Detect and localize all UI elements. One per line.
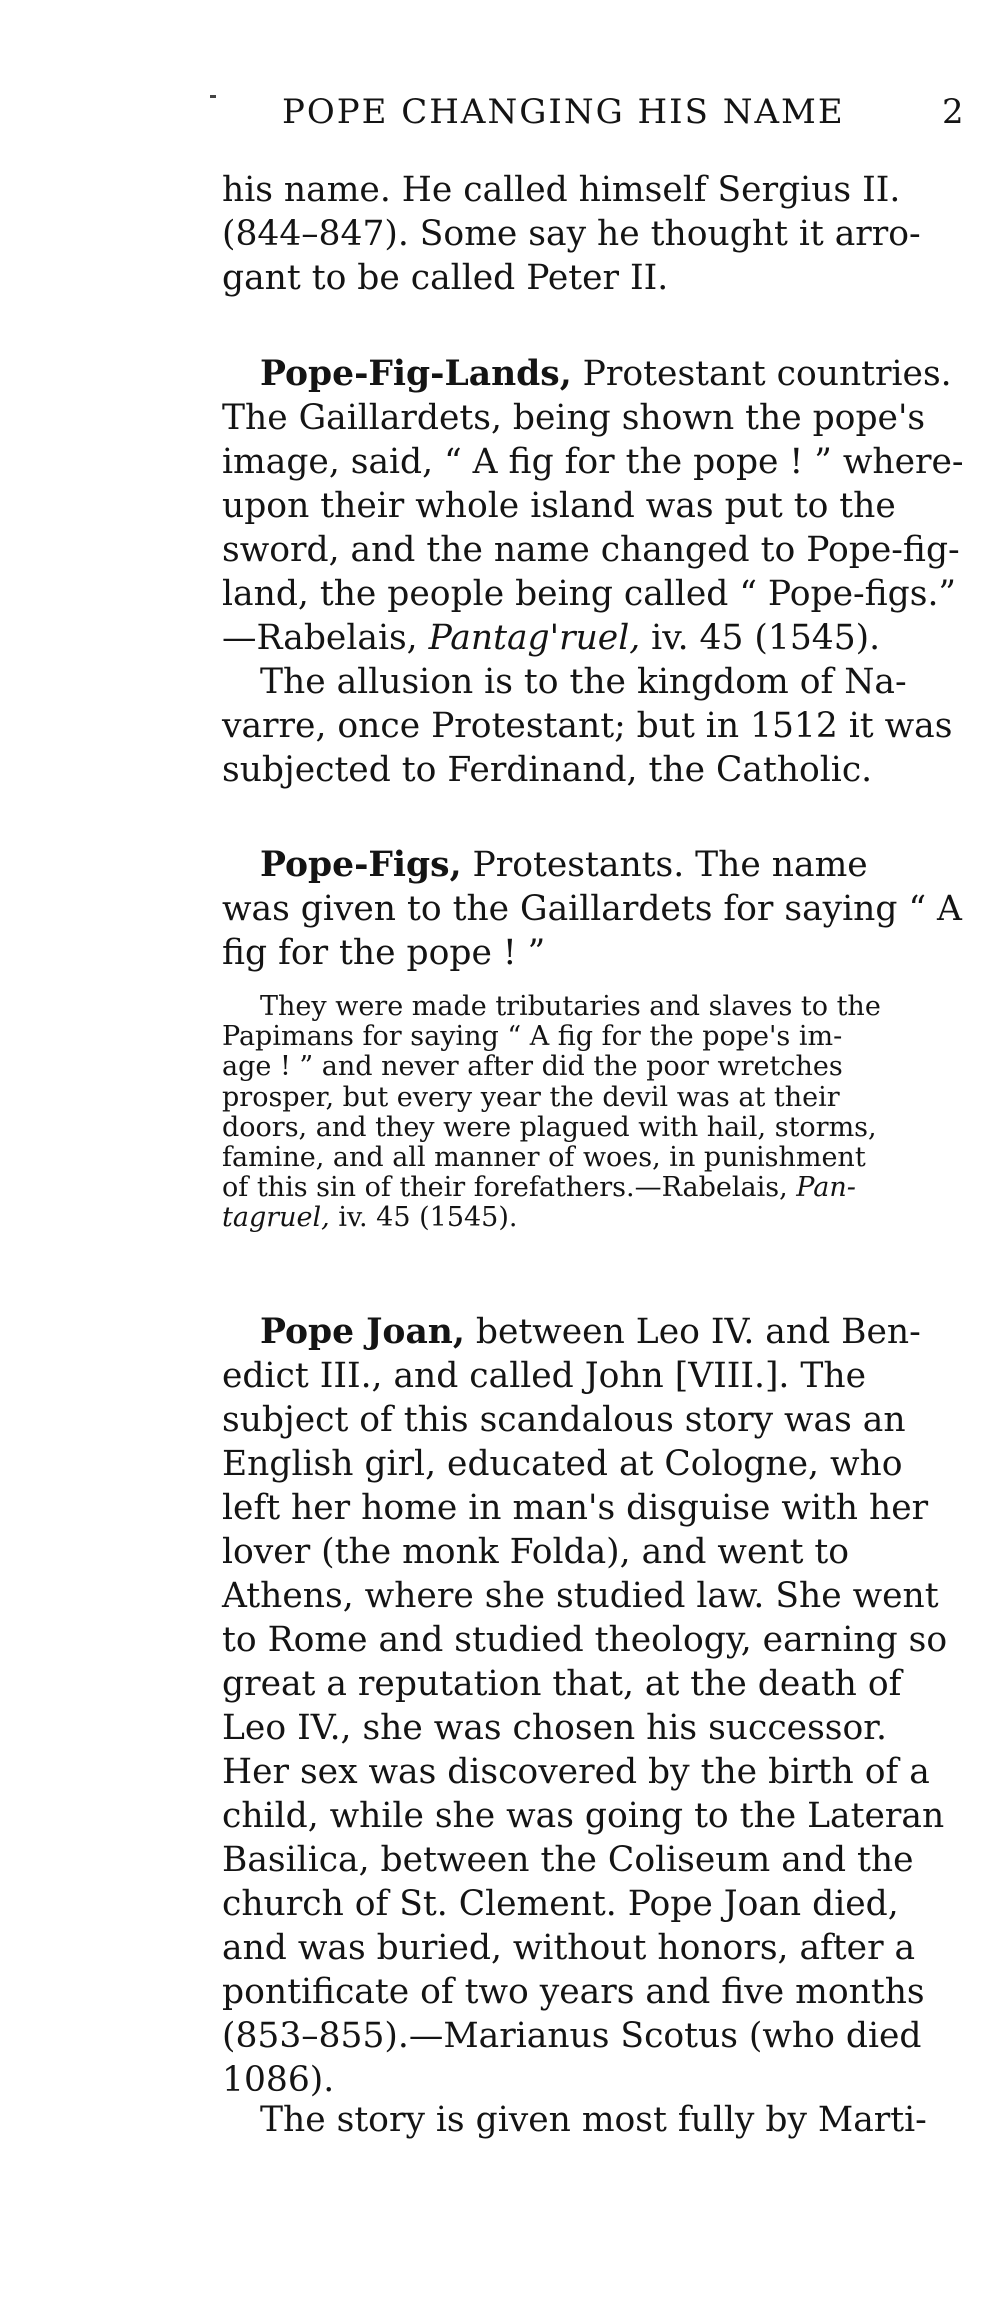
quote-citation-title: tagruel, <box>222 1202 330 1234</box>
text-line: subjected to Ferdinand, the Catholic. <box>222 750 873 790</box>
margin-mark <box>210 95 216 98</box>
text-line: great a reputation that, at the death of <box>222 1664 902 1704</box>
text-line: 1086). <box>222 2060 335 2100</box>
text-line: his name. He called himself Sergius II. <box>222 170 901 210</box>
text-line: lover (the monk Folda), and went to <box>222 1532 850 1572</box>
quote-line: doors, and they were plagued with hail, storms, <box>222 1111 877 1143</box>
entry-first-line <box>222 843 962 887</box>
quote-line: age ! ” and never after did the poor wretches <box>222 1051 843 1083</box>
quote-line: prosper, but every year the devil was at their <box>222 1081 840 1113</box>
paragraph-sergius <box>222 168 962 300</box>
text-line: child, while she was going to the Lateran <box>222 1796 945 1836</box>
text-line: to Rome and studied theology, earning so <box>222 1620 948 1660</box>
quote-line: Papimans for saying “ A fig for the pope's im- <box>222 1021 843 1053</box>
entry-definition: between Leo IV. and Ben- <box>464 1312 921 1352</box>
text-line: The Gaillardets, being shown the pope's <box>222 398 926 438</box>
text-line: Her sex was discovered by the birth of a <box>222 1752 930 1792</box>
running-head-title: POPE CHANGING HIS NAME <box>282 92 845 132</box>
text-line: upon their whole island was put to the <box>222 486 896 526</box>
entry-pope-fig-lands <box>222 352 962 660</box>
page-number: 2 <box>942 92 966 132</box>
text-line: fig for the pope ! ” <box>222 933 546 973</box>
running-head <box>282 92 982 142</box>
quote-citation-title: Pan- <box>796 1172 856 1204</box>
entry-pope-figs <box>222 843 962 975</box>
text-line: was given to the Gaillardets for saying “ A <box>222 889 962 929</box>
citation-title: Pantag'ruel, <box>428 618 641 658</box>
quote-line <box>222 1173 962 1203</box>
text-line: sword, and the name changed to Pope-fig- <box>222 530 960 570</box>
entry-first-line <box>222 1310 962 1354</box>
text-line: The allusion is to the kingdom of Na- <box>260 662 907 702</box>
text-line: English girl, educated at Cologne, who <box>222 1444 903 1484</box>
entry-first-line <box>222 352 962 396</box>
entry-pope-joan <box>222 1310 962 2102</box>
text-line: Basilica, between the Coliseum and the <box>222 1840 914 1880</box>
citation-suffix: iv. 45 (1545). <box>640 618 881 658</box>
text-line: (844–847). Some say he thought it arro- <box>222 214 921 254</box>
text-line: church of St. Clement. Pope Joan died, <box>222 1884 899 1924</box>
text-line: land, the people being called “ Pope-figs.” <box>222 574 957 614</box>
text-line: edict III., and called John [VIII.]. The <box>222 1356 867 1396</box>
quote-line <box>222 1203 962 1233</box>
text-line: pontificate of two years and five months <box>222 1972 925 2012</box>
text-line: gant to be called Peter II. <box>222 258 669 298</box>
text-line: The story is given most fully by Marti- <box>260 2100 927 2140</box>
block-quote <box>222 992 962 1234</box>
text-line: left her home in man's disguise with her <box>222 1488 929 1528</box>
quote-line: famine, and all manner of woes, in punishment <box>222 1142 866 1174</box>
entry-definition: Protestant countries. <box>571 354 952 394</box>
text-line: and was buried, without honors, after a <box>222 1928 916 1968</box>
paragraph-marti <box>222 2098 962 2142</box>
quote-line: They were made tributaries and slaves to the <box>260 991 881 1022</box>
entry-definition: Protestants. The name <box>461 845 868 885</box>
entry-headword: Pope-Fig-Lands, <box>260 354 572 394</box>
text-line: Leo IV., she was chosen his successor. <box>222 1708 887 1748</box>
text-line: varre, once Protestant; but in 1512 it was <box>222 706 953 746</box>
entry-headword: Pope-Figs, <box>260 845 462 885</box>
quote-text: of this sin of their forefathers.—Rabelais, <box>222 1172 797 1204</box>
citation-prefix: —Rabelais, <box>222 618 429 658</box>
text-line: Athens, where she studied law. She went <box>222 1576 939 1616</box>
paragraph-allusion <box>222 660 962 792</box>
text-line: subject of this scandalous story was an <box>222 1400 906 1440</box>
quote-text: iv. 45 (1545). <box>329 1202 518 1234</box>
text-line: image, said, “ A fig for the pope ! ” where- <box>222 442 964 482</box>
citation-line <box>222 616 962 660</box>
entry-headword: Pope Joan, <box>260 1312 465 1352</box>
text-line: (853–855).—Marianus Scotus (who died <box>222 2016 922 2056</box>
